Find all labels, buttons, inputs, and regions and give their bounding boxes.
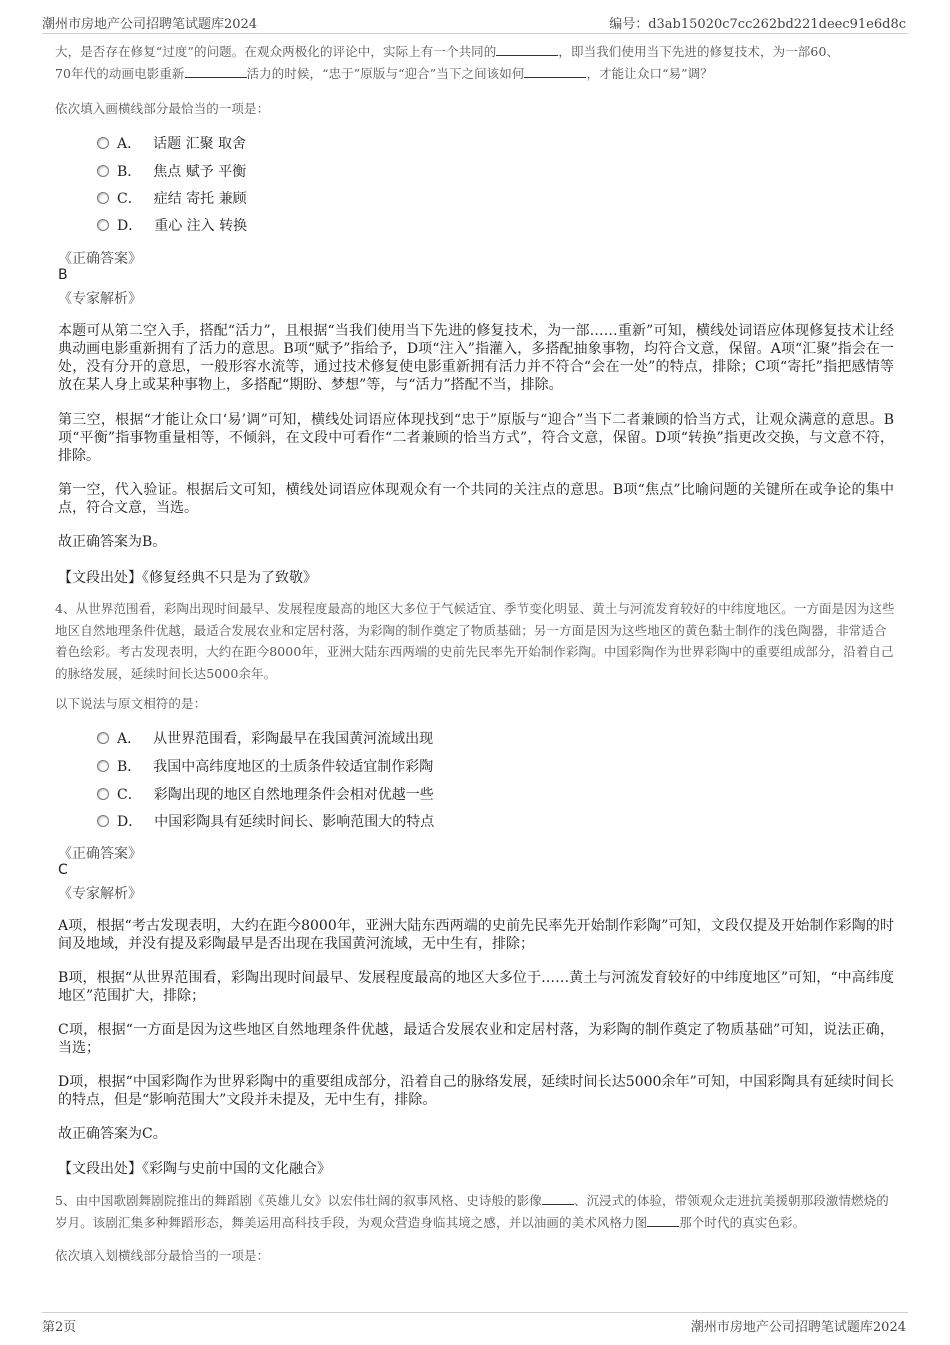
option-text: 彩陶出现的地区自然地理条件会相对优越一些 (153, 787, 434, 803)
q3-option-d[interactable] (97, 216, 247, 236)
q5-text-part1: 5、由中国歌剧舞剧院推出的舞蹈剧《英雄儿女》以宏伟壮阔的叙事风格、史诗般的影像 (55, 1193, 542, 1208)
radio-icon[interactable] (97, 760, 109, 772)
radio-icon[interactable] (97, 788, 109, 800)
q4-analysis-label: 《专家解析》 (58, 886, 142, 902)
q3-analysis-3: 第一空，代入验证。根据后文可知，横线处词语应体现观众有一个共同的关注点的意思。B项“焦点”比喻问题的关键所在或争论的集中点，符合文意，当选。 (58, 482, 894, 516)
q4-source: 【文段出处】《彩陶与史前中国的文化融合》 (58, 1161, 331, 1177)
radio-icon[interactable] (97, 165, 109, 177)
page-footer (0, 1306, 950, 1345)
q3-answer: B (58, 267, 68, 283)
q5-text-part3: 那个时代的真实色彩。 (679, 1214, 806, 1230)
q3-analysis-label: 《专家解析》 (58, 291, 142, 307)
q5-text (55, 1190, 895, 1233)
q4-option-b[interactable] (97, 757, 433, 777)
q4-option-a[interactable] (97, 729, 433, 749)
option-text: 中国彩陶具有延续时间长、影响范围大的特点 (154, 814, 435, 830)
page-number: 第2页 (42, 1320, 77, 1335)
q4-prompt: 以下说法与原文相符的是： (55, 696, 207, 711)
q4-analysis-5: 故正确答案为C。 (58, 1126, 167, 1142)
radio-icon[interactable] (97, 192, 109, 204)
option-text: 症结 寄托 兼顾 (153, 191, 247, 207)
q5-prompt: 依次填入划横线部分最恰当的一项是： (55, 1248, 270, 1263)
header-divider (42, 33, 908, 34)
q3-text-part4: 活力的时候，“忠于”原版与“迎合”当下之间该如何 (246, 65, 525, 81)
q3-text-part2: ，即当我们使用当下先进的修复技术，为一部60、 (558, 44, 840, 59)
option-letter: C． (117, 787, 142, 803)
option-letter: D． (117, 218, 143, 234)
q4-text: 4、从世界范围看，彩陶出现时间最早、发展程度最高的地区大多位于气候适宜、季节变化明显、黄土与河流发育较好的中纬度地区。一方面是因为这些地区自然地理条件优越，最适合发展农业和定居村落，为彩陶的制作奠定了物质基础；另一方面是因为这些地区的黄色黏土制作的浅色陶器，非常适合着色绘彩。考古发现表明，大约在距今8000年，亚洲大陆东西两端的史前先民率先开始制作彩陶。中国彩陶作为世界彩陶中的重要组成部分，沿着自己的脉络发展，延续时间长达5000余年。 (55, 601, 895, 681)
option-letter: B． (117, 164, 142, 180)
q3-analysis-2: 第三空，根据“才能让众口‘易’调”可知，横线处词语应体现找到“忠于”原版与“迎合”当下二者兼顾的恰当方式，让观众满意的意思。B项“平衡”指事物重量相等，不倾斜，在文段中可看作“二者兼顾的恰当方式”，符合文意，保留。D项“转换”指更改交换，与文意不符，排除。 (58, 412, 894, 464)
blank-2 (185, 65, 247, 78)
blank-1 (542, 1192, 574, 1205)
q4-option-d[interactable] (97, 812, 434, 832)
q4-analysis-2: B项，根据“从世界范围看，彩陶出现时间最早、发展程度最高的地区大多位于……黄土与河流发育较好的中纬度地区”可知，“中高纬度地区”范围扩大，排除； (58, 970, 894, 1004)
radio-icon[interactable] (97, 815, 109, 827)
q4-analysis-3: C项，根据“一方面是因为这些地区自然地理条件优越，最适合发展农业和定居村落，为彩陶的制作奠定了物质基础”可知，说法正确，当选； (58, 1022, 894, 1056)
option-letter: A． (117, 136, 142, 152)
q3-text-part3: 70年代的动画电影重新 (55, 65, 185, 81)
header-code: 编号：d3ab15020c7cc262bd221deec91e6d8c (609, 17, 906, 32)
q5-text-part2: 、沉浸式的体验，带领观众走进抗美援朝那段激情燃烧的岁月。该剧汇集多种舞蹈形态，舞美运用高科技手段，为观众营造身临其境之感，并以油画的美术风格力图 (55, 1193, 889, 1230)
radio-icon[interactable] (97, 137, 109, 149)
option-letter: D． (117, 814, 143, 830)
footer-divider (42, 1312, 908, 1313)
q3-text-part1: 大，是否存在修复“过度”的问题。在观众两极化的评论中，实际上有一个共同的 (55, 44, 497, 59)
q3-prompt: 依次填入画横线部分最恰当的一项是： (55, 101, 270, 116)
q3-text (55, 41, 895, 84)
q4-analysis-4: D项，根据“中国彩陶作为世界彩陶中的重要组成部分，沿着自己的脉络发展，延续时间长达5000余年”可知，中国彩陶具有延续时间长的特点，但是“影响范围大”文段并未提及，无中生有，排除。 (58, 1074, 894, 1108)
option-text: 话题 汇聚 取舍 (153, 136, 247, 152)
q3-option-a[interactable] (97, 134, 246, 154)
blank-3 (524, 65, 586, 78)
q3-analysis-4: 故正确答案为B。 (58, 534, 167, 550)
q3-option-c[interactable] (97, 189, 247, 209)
q4-analysis-1: A项，根据“考古发现表明，大约在距今8000年，亚洲大陆东西两端的史前先民率先开始制作彩陶”可知，文段仅提及开始制作彩陶的时间及地域，并没有提及彩陶最早是否出现在我国黄河流域，无中生有，排除； (58, 918, 894, 952)
option-text: 重心 注入 转换 (154, 218, 248, 234)
footer-title: 潮州市房地产公司招聘笔试题库2024 (690, 1320, 906, 1335)
q3-source: 【文段出处】《修复经典不只是为了致敬》 (58, 570, 317, 586)
q4-answer: C (58, 862, 68, 878)
header-title: 潮州市房地产公司招聘笔试题库2024 (42, 17, 258, 32)
q3-analysis-1: 本题可从第二空入手，搭配“活力”，且根据“当我们使用当下先进的修复技术，为一部……重新”可知，横线处词语应体现修复技术让经典动画电影重新拥有了活力的意思。B项“赋予”指给予，D项“注入”指灌入，多搭配抽象事物，均符合文意，保留。A项“汇聚”指会在一处，没有分开的意思，一般形容水流等，通过技术修复使电影重新拥有活力并不符合“会在一处”的特点，排除；C项“寄托”指把感情等放在某人身上或某种事物上，多搭配“期盼、梦想”等，与“活力”搭配不当，排除。 (58, 323, 894, 393)
q4-answer-label: 《正确答案》 (58, 846, 142, 862)
q3-option-b[interactable] (97, 162, 246, 182)
page-header (0, 0, 950, 36)
option-text: 从世界范围看，彩陶最早在我国黄河流域出现 (153, 731, 434, 747)
radio-icon[interactable] (97, 732, 109, 744)
option-text: 我国中高纬度地区的土质条件较适宜制作彩陶 (153, 759, 434, 775)
option-letter: A． (117, 731, 142, 747)
option-letter: B． (117, 759, 142, 775)
q4-option-c[interactable] (97, 785, 434, 805)
q3-answer-label: 《正确答案》 (58, 251, 142, 267)
option-text: 焦点 赋予 平衡 (153, 164, 247, 180)
radio-icon[interactable] (97, 219, 109, 231)
blank-1 (496, 43, 558, 56)
blank-2 (647, 1214, 679, 1227)
option-letter: C． (117, 191, 142, 207)
q3-text-part5: ，才能让众口“易”调？ (586, 65, 713, 81)
